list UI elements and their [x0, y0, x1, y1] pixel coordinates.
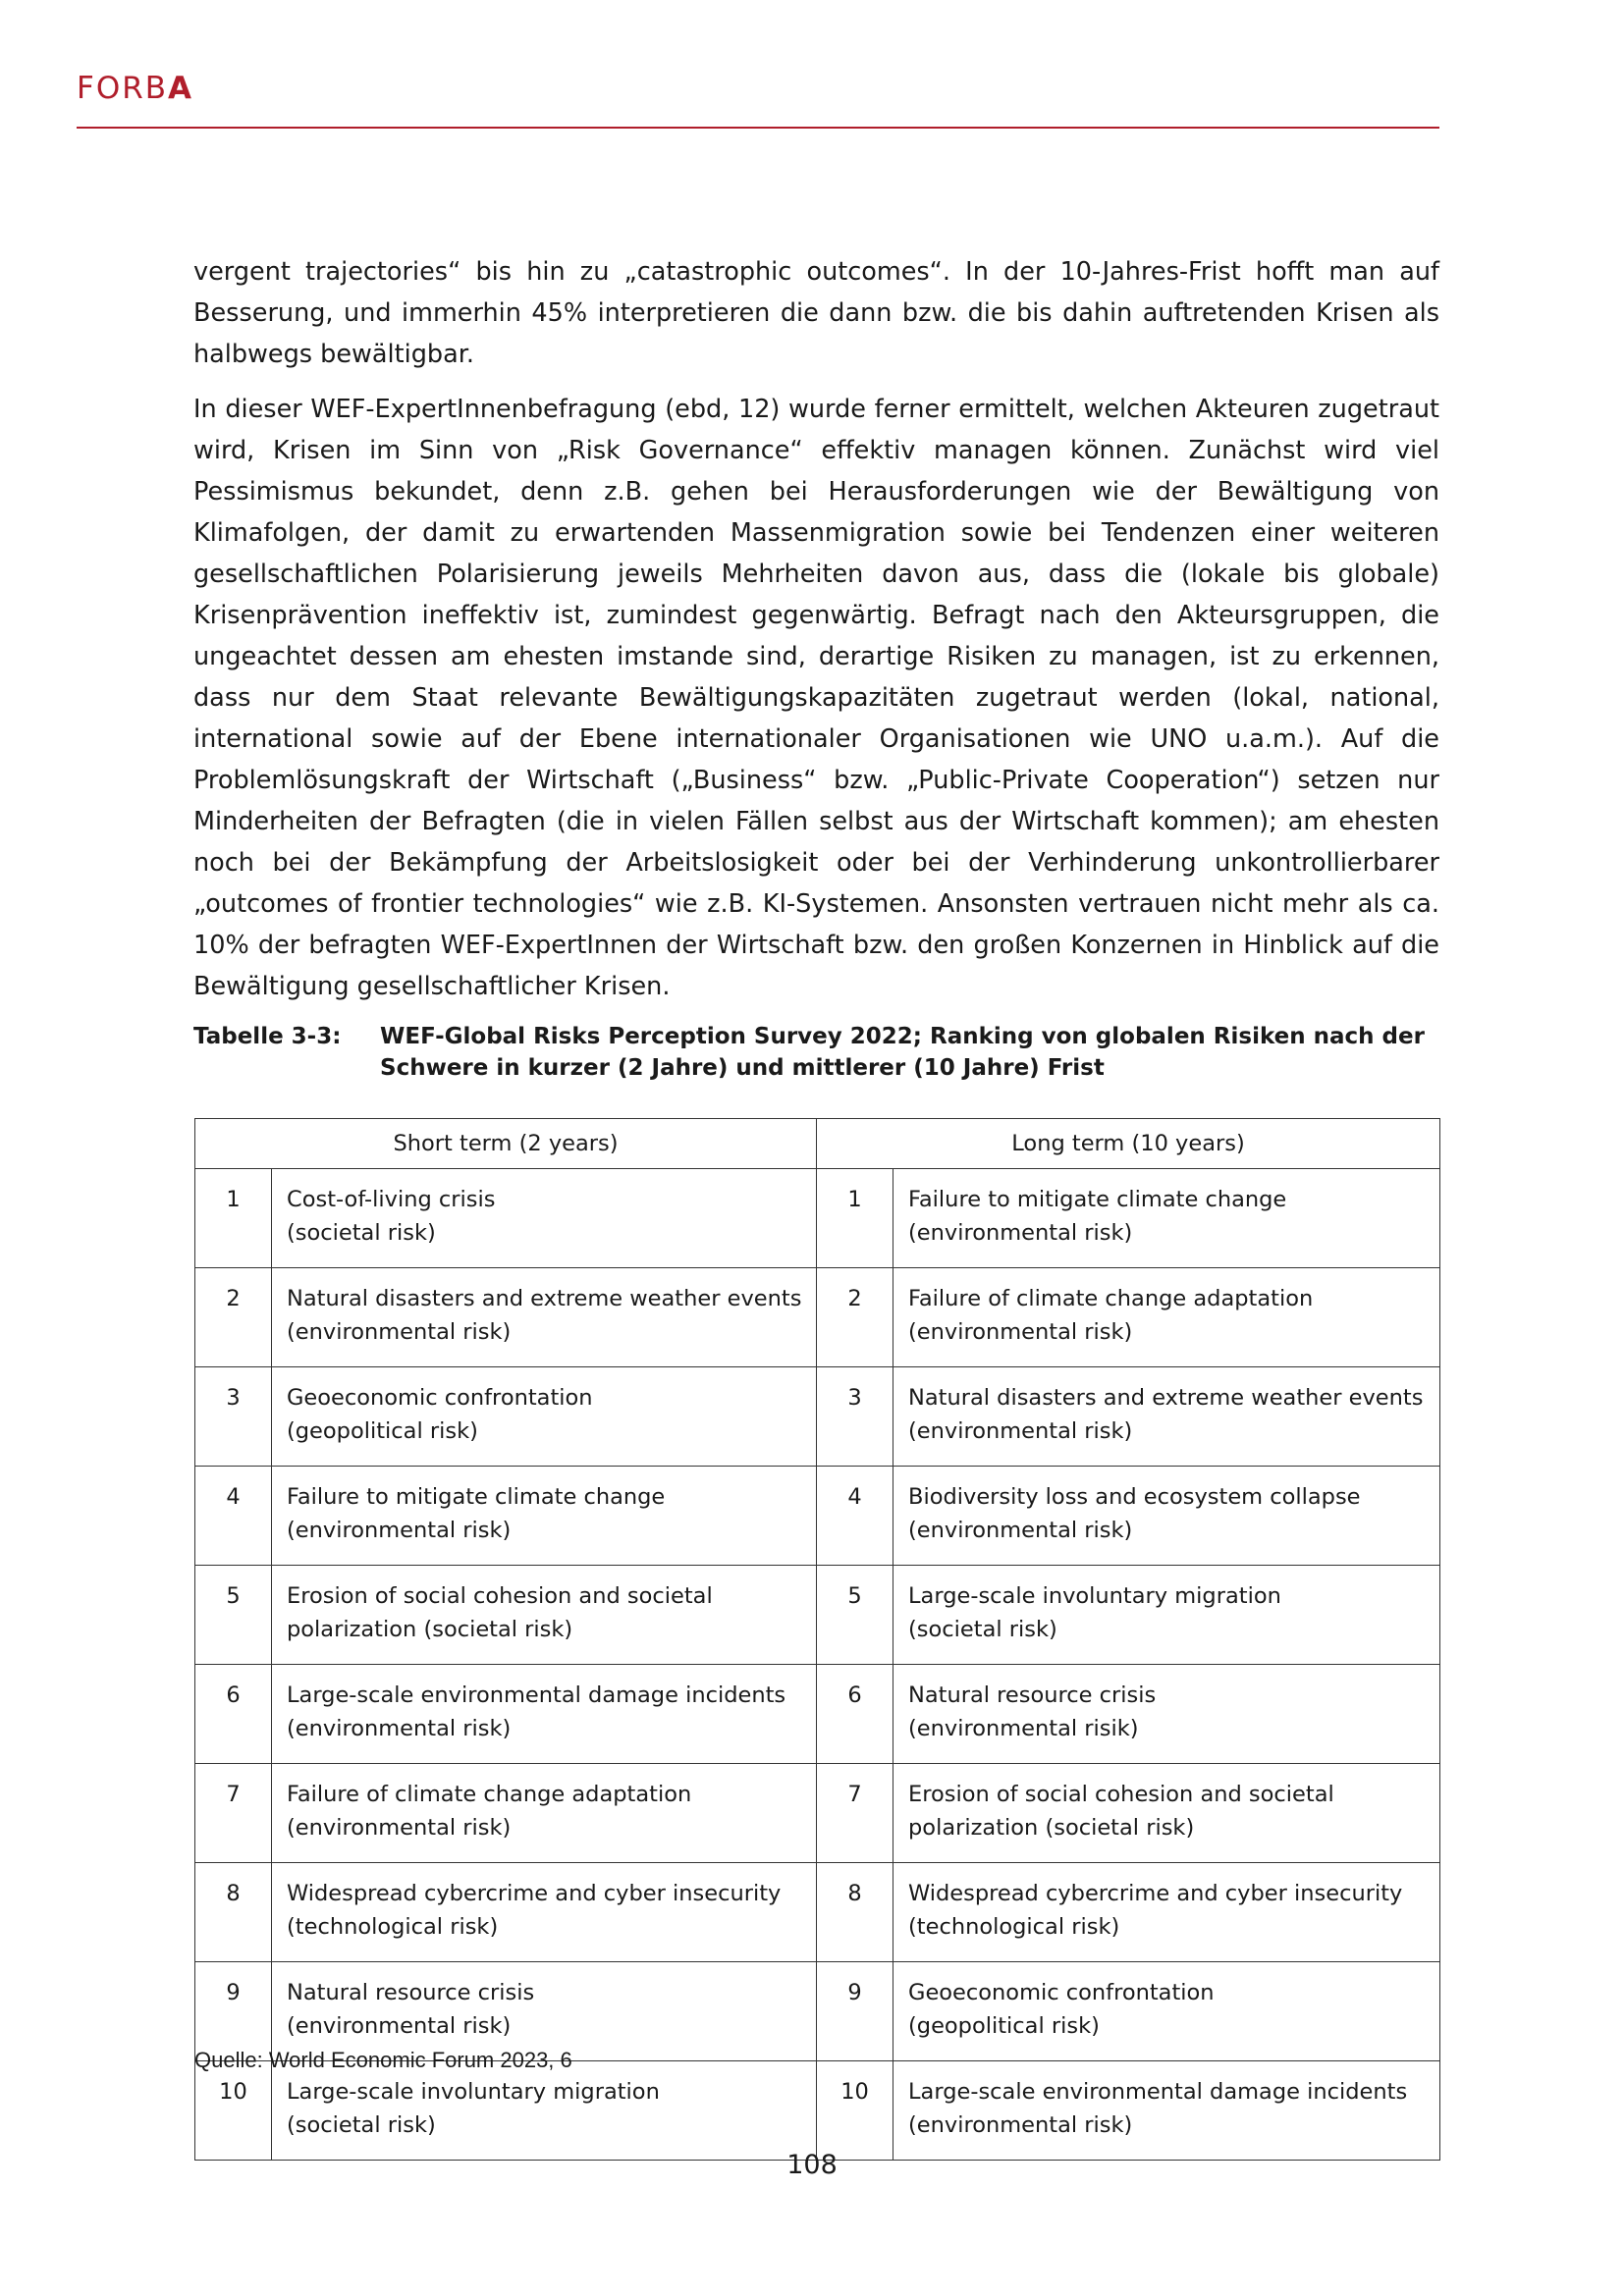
short-rank-cell: [195, 1467, 272, 1566]
table-row: [195, 1962, 1440, 2061]
risk-category: (environmental risik): [908, 1716, 1139, 1741]
short-risk-cell: [272, 1169, 817, 1268]
rank-number: 2: [847, 1286, 862, 1311]
risk-name: Large-scale environmental damage incidents: [908, 2079, 1408, 2105]
rank-number: 3: [226, 1385, 241, 1411]
rank-number: 4: [226, 1484, 241, 1510]
table-body: [195, 1169, 1440, 2161]
rank-number: 3: [847, 1385, 862, 1411]
logo-text-main: FORB: [77, 71, 169, 106]
table-source: Quelle: World Economic Forum 2023, 6: [194, 2048, 572, 2072]
risk-name: Erosion of social cohesion and societal: [908, 1782, 1334, 1807]
risk-ranking-table: [194, 1118, 1440, 2161]
risk-category: (geopolitical risk): [287, 1418, 478, 1444]
risk-name: Failure to mitigate climate change: [287, 1484, 666, 1510]
long-rank-cell: [817, 1566, 893, 1665]
table-row: [195, 1566, 1440, 1665]
rank-number: 2: [226, 1286, 241, 1311]
risk-name: Natural disasters and extreme weather events: [908, 1385, 1424, 1411]
long-rank-cell: [817, 1962, 893, 2061]
table-row: [195, 1169, 1440, 1268]
risk-category: polarization (societal risk): [287, 1617, 573, 1642]
risk-category: (environmental risk): [287, 1815, 512, 1841]
risk-category: (societal risk): [287, 2112, 436, 2138]
long-rank-cell: [817, 1268, 893, 1367]
long-risk-cell: [893, 1367, 1440, 1467]
long-rank-cell: [817, 1467, 893, 1566]
table-header-row: [195, 1119, 1440, 1169]
paragraph-2: In dieser WEF-ExpertInnenbefragung (ebd, 12) wurde ferner ermittelt, welchen Akteuren zugetraut wird, Krisen im Sinn von „Risk Governance“ effektiv managen können. Zunächst wird viel Pessimismus bekundet, denn z.B. gehen bei Herausforderungen wie der Bewältigung von Klimafolgen, der damit zu erwartenden Massenmigration sowie bei Tendenzen einer weiteren gesellschaftlichen Polarisierung jeweils Mehrheiten davon aus, dass die (lokale bis globale) Krisenprävention ineffektiv ist, zumindest gegenwärtig. Befragt nach den Akteursgruppen, die ungeachtet dessen am ehesten imstande sind, derartige Risiken zu managen, ist zu erkennen, dass nur dem Staat relevante Bewältigungskapazitäten zugetraut werden (lokal, national, international sowie auf der Ebene internationaler Organisationen wie UNO u.a.m.). Auf die Problemlösungskraft der Wirtschaft („Business“ bzw. „Public-Private Cooperation“) setzen nur Minderheiten der Befragten (die in vielen Fällen selbst aus der Wirtschaft kommen); am ehesten noch bei der Bekämpfung der Arbeitslosigkeit oder bei der Verhinderung unkontrollierbarer „outcomes of frontier technologies“ wie z.B. KI-Systemen. Ansonsten vertrauen nicht mehr als ca. 10% der befragten WEF-ExpertInnen der Wirtschaft bzw. den großen Konzernen in Hinblick auf die Bewältigung gesellschaftlicher Krisen.: [193, 395, 1439, 1001]
risk-category: (environmental risk): [287, 1319, 512, 1345]
table-row: [195, 1367, 1440, 1467]
short-rank-cell: [195, 1863, 272, 1962]
table-caption-label: Tabelle 3-3:: [193, 1024, 342, 1049]
risk-name: Natural disasters and extreme weather events: [287, 1286, 802, 1311]
rank-number: 5: [226, 1583, 241, 1609]
forba-logo: [77, 71, 193, 106]
risk-category: (environmental risk): [908, 1418, 1133, 1444]
long-risk-cell: [893, 1764, 1440, 1863]
short-risk-cell: [272, 2061, 817, 2161]
risk-category: (technological risk): [908, 1914, 1120, 1940]
long-risk-cell: [893, 1665, 1440, 1764]
long-risk-cell: [893, 1268, 1440, 1367]
rank-number: 6: [226, 1682, 241, 1708]
risk-name: Natural resource crisis: [287, 1980, 535, 2005]
short-rank-cell: [195, 1665, 272, 1764]
long-rank-cell: [817, 1665, 893, 1764]
short-risk-cell: [272, 1566, 817, 1665]
short-risk-cell: [272, 1863, 817, 1962]
risk-category: (environmental risk): [908, 1220, 1133, 1246]
short-risk-cell: [272, 1962, 817, 2061]
risk-name: Cost-of-living crisis: [287, 1187, 496, 1212]
long-risk-cell: [893, 2061, 1440, 2161]
paragraph-1: vergent trajectories“ bis hin zu „catastrophic outcomes“. In der 10-Jahres-Frist hofft man auf Besserung, und immerhin 45% interpretieren die dann bzw. die bis dahin auftretenden Krisen als halbwegs bewältigbar.: [193, 257, 1439, 369]
risk-name: Failure of climate change adaptation: [287, 1782, 692, 1807]
page-number: 108: [786, 2150, 838, 2180]
risk-name: Failure to mitigate climate change: [908, 1187, 1287, 1212]
short-risk-cell: [272, 1268, 817, 1367]
header-divider: [77, 127, 1439, 129]
logo-text-last: A: [168, 71, 194, 106]
risk-name: Large-scale involuntary migration: [908, 1583, 1281, 1609]
risk-name: Failure of climate change adaptation: [908, 1286, 1314, 1311]
rank-number: 8: [226, 1881, 241, 1906]
short-rank-cell: [195, 1367, 272, 1467]
risk-category: (societal risk): [908, 1617, 1057, 1642]
header-long-term: Long term (10 years): [817, 1119, 1440, 1169]
risk-name: Widespread cybercrime and cyber insecurity: [287, 1881, 782, 1906]
long-risk-cell: [893, 1169, 1440, 1268]
short-rank-cell: [195, 1268, 272, 1367]
risk-category: (environmental risk): [908, 1319, 1133, 1345]
rank-number: 10: [219, 2079, 247, 2105]
table-caption: [193, 1021, 1439, 1084]
table-row: [195, 1467, 1440, 1566]
risk-category: (environmental risk): [287, 2013, 512, 2039]
risk-name: Geoeconomic confrontation: [908, 1980, 1215, 2005]
short-rank-cell: [195, 1962, 272, 2061]
risk-name: Biodiversity loss and ecosystem collapse: [908, 1484, 1361, 1510]
rank-number: 1: [226, 1187, 241, 1212]
long-risk-cell: [893, 1566, 1440, 1665]
long-rank-cell: [817, 2061, 893, 2161]
rank-number: 1: [847, 1187, 862, 1212]
risk-category: (environmental risk): [908, 2112, 1133, 2138]
rank-number: 4: [847, 1484, 862, 1510]
rank-number: 8: [847, 1881, 862, 1906]
rank-number: 6: [847, 1682, 862, 1708]
short-rank-cell: [195, 2061, 272, 2161]
long-rank-cell: [817, 1367, 893, 1467]
table-row: [195, 1665, 1440, 1764]
risk-category: (environmental risk): [287, 1716, 512, 1741]
short-rank-cell: [195, 1169, 272, 1268]
body-text: [193, 251, 1439, 1021]
table-row: [195, 2061, 1440, 2161]
rank-number: 7: [226, 1782, 241, 1807]
risk-category: (environmental risk): [287, 1518, 512, 1543]
short-risk-cell: [272, 1467, 817, 1566]
long-rank-cell: [817, 1169, 893, 1268]
rank-number: 7: [847, 1782, 862, 1807]
table-caption-text: WEF-Global Risks Perception Survey 2022; Ranking von globalen Risiken nach der Schwere in kurzer (2 Jahre) und mittlerer (10 Jahre) Frist: [380, 1024, 1425, 1081]
short-risk-cell: [272, 1665, 817, 1764]
long-risk-cell: [893, 1962, 1440, 2061]
long-rank-cell: [817, 1863, 893, 1962]
table-row: [195, 1863, 1440, 1962]
rank-number: 9: [226, 1980, 241, 2005]
risk-name: Natural resource crisis: [908, 1682, 1157, 1708]
risk-name: Geoeconomic confrontation: [287, 1385, 593, 1411]
long-risk-cell: [893, 1863, 1440, 1962]
risk-category: (geopolitical risk): [908, 2013, 1100, 2039]
risk-category: (technological risk): [287, 1914, 499, 1940]
risk-category: (environmental risk): [908, 1518, 1133, 1543]
risk-name: Widespread cybercrime and cyber insecurity: [908, 1881, 1403, 1906]
table-row: [195, 1268, 1440, 1367]
short-rank-cell: [195, 1764, 272, 1863]
short-rank-cell: [195, 1566, 272, 1665]
risk-name: Erosion of social cohesion and societal: [287, 1583, 713, 1609]
risk-name: Large-scale environmental damage incidents: [287, 1682, 786, 1708]
rank-number: 9: [847, 1980, 862, 2005]
short-risk-cell: [272, 1764, 817, 1863]
rank-number: 5: [847, 1583, 862, 1609]
risk-name: Large-scale involuntary migration: [287, 2079, 660, 2105]
header-short-term: Short term (2 years): [195, 1119, 817, 1169]
table-row: [195, 1764, 1440, 1863]
short-risk-cell: [272, 1367, 817, 1467]
long-risk-cell: [893, 1467, 1440, 1566]
long-rank-cell: [817, 1764, 893, 1863]
risk-category: polarization (societal risk): [908, 1815, 1195, 1841]
risk-category: (societal risk): [287, 1220, 436, 1246]
rank-number: 10: [840, 2079, 869, 2105]
